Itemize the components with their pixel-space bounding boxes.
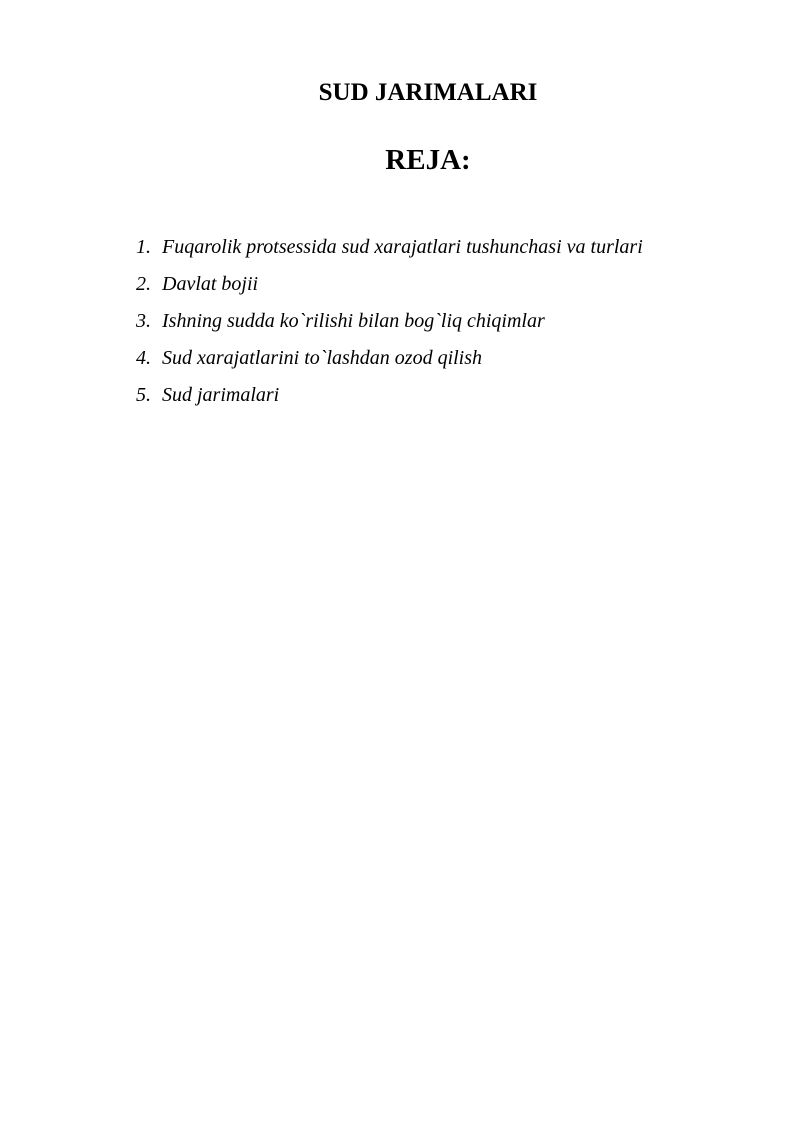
plan-item <box>136 303 643 340</box>
plan-item-number: 2. <box>136 273 151 295</box>
plan-item-text: Fuqarolik protsessida sud xarajatlari tushunchasi va turlari <box>162 236 643 258</box>
plan-item-number: 1. <box>136 236 151 258</box>
plan-item-text: Ishning sudda ko`rilishi bilan bog`liq chiqimlar <box>162 310 545 332</box>
plan-item <box>136 377 643 414</box>
plan-item-number: 3. <box>136 310 151 332</box>
plan-item <box>136 266 643 303</box>
plan-item-text: Sud jarimalari <box>162 384 280 406</box>
plan-list <box>136 229 643 414</box>
plan-item-text: Davlat bojii <box>162 273 259 295</box>
document-title: SUD JARIMALARI <box>318 79 538 106</box>
plan-item <box>136 229 643 266</box>
plan-item-text: Sud xarajatlarini to`lashdan ozod qilish <box>162 347 483 369</box>
plan-item-number: 5. <box>136 384 151 406</box>
plan-item <box>136 340 643 377</box>
plan-item-number: 4. <box>136 347 151 369</box>
plan-heading: REJA: <box>385 144 471 176</box>
